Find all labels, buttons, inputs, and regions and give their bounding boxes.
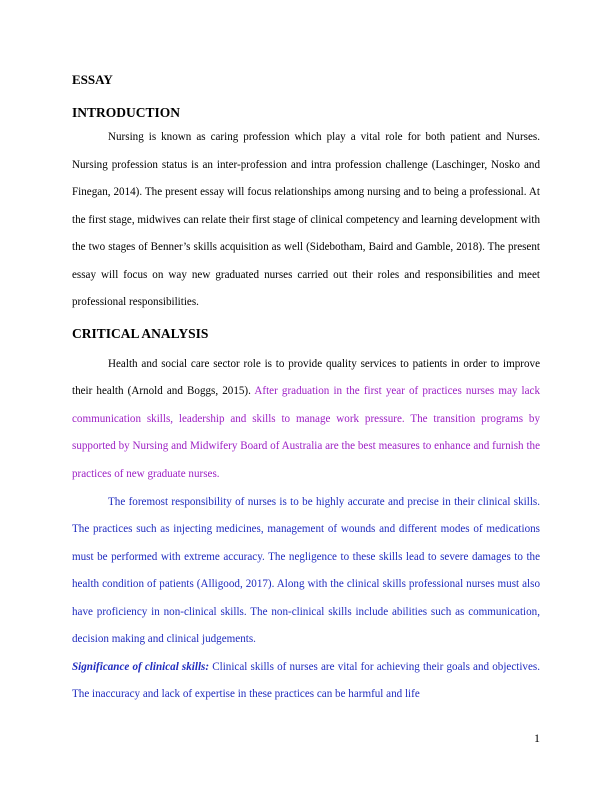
significance-paragraph: [72, 654, 540, 709]
introduction-paragraph: Nursing is known as caring profession which play a vital role for both patient and Nurses. Nursing profession status is an inter-profession and intra profession challenge (Laschinger, Nosko and Finegan, 2014). The present essay will focus relationships among nursing and to being a professional. At the first stage, midwives can relate their first stage of clinical competency and learning development with the two stages of Benner’s skills acquisition as well (Sidebotham, Baird and Gamble, 2018). The present essay will focus on way new graduated nurses carried out their roles and responsibilities and meet professional responsibilities.: [72, 131, 540, 309]
significance-heading: Significance of clinical skills:: [72, 660, 210, 673]
paragraph-1-purple-text: After graduation in the first year of practices nurses may lack communication skills, leadership and skills to manage work pressure. The transition programs by supported by Nursing and Midwifery Board of Australia are the best measures to enhance and furnish the practices of new graduate nurses.: [72, 385, 541, 481]
paragraph-1-black-text: Health and social care sector role is to provide quality services to patients in order to improve their health (Arnold and Boggs, 2015).: [72, 357, 540, 398]
introduction-heading: INTRODUCTION: [72, 105, 181, 120]
critical-analysis-paragraph-2: The foremost responsibility of nurses is to be highly accurate and precise in their clinical skills. The practices such as injecting medicines, management of wounds and different modes of medications must be performed with extreme accuracy. The negligence to these skills lead to severe damages to the health condition of patients (Alligood, 2017). Along with the clinical skills professional nurses must also have proficiency in non-clinical skills. The non-clinical skills include abilities such as communication, decision making and clinical judgements.: [72, 495, 540, 646]
critical-analysis-paragraph-1: [72, 351, 540, 489]
critical-analysis-heading: CRITICAL ANALYSIS: [72, 325, 209, 341]
significance-text: Clinical skills of nurses are vital for achieving their goals and objectives. The inaccuracy and lack of expertise in these practices can be harmful and life: [72, 660, 540, 701]
page-content: [72, 72, 540, 709]
page-number: 1: [534, 731, 540, 745]
essay-title: ESSAY: [72, 72, 113, 87]
